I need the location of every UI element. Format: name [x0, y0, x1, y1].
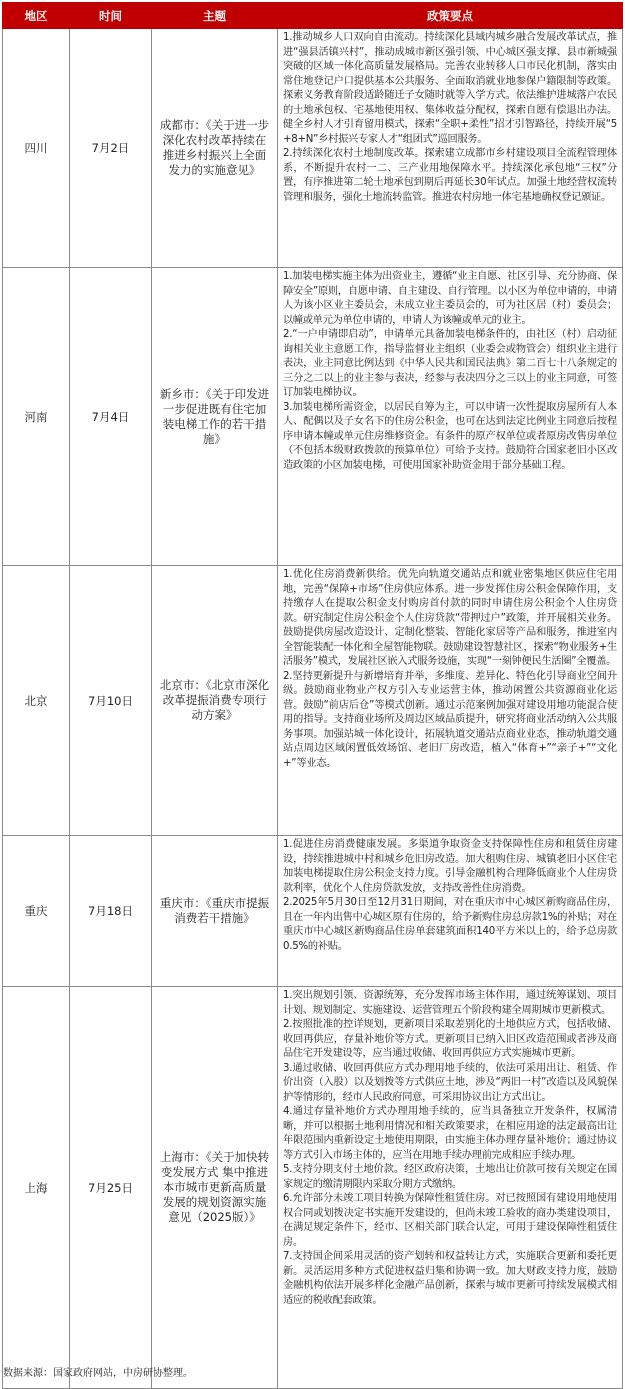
policy-point: 2.持续深化农村土地制度改革。探索建立成都市乡村建设项目全流程管理体系，不断提升农村一二、三产业用地保障水平。持续深化承包地“三权”分置，有序推进第二轮土地承包到期后再延长30年试点。加强土地经营权流转管理和服务，强化土地流转监管。推进农村房地一体宅基地确权登记颁证。 — [283, 148, 617, 203]
policy-table — [2, 2, 623, 1389]
table-header-row — [3, 3, 623, 29]
region-cell: 河南 — [3, 268, 70, 566]
policy-point: 5.支持分期支付土地价款。经区政府决策，土地出让价款可按有关规定在国家规定的缴清期限内采取分期方式缴纳。 — [283, 1164, 617, 1190]
policy-points-cell — [278, 268, 623, 566]
table-row — [3, 268, 623, 566]
policy-point: 1.加装电梯实施主体为出资业主，遵循“业主自愿、社区引导、充分协商、保障安全”原则，自愿申请、自主建设、自行管理。以小区为单位申请的，申请人为该小区业主委员会，未成立业主委员会的，可为社区居（村）委员会；以幢或单元为单位申请的，申请人为该幢或单元的业主。 — [283, 271, 617, 326]
policy-point: 1.推动城乡人口双向自由流动。持续深化县域内城乡融合发展改革试点，推进“强县活镇兴村”，推动成城市新区强引领、中心城区强支撑、县市新城强突破的区域一体化高质量发展格局。完善农业转移人口市民化机制，落实由常住地登记户口提供基本公共服务、全面取消就业地参保户籍限制等政策。探索义务教育阶段适龄随迁子女随时就等入学方式。依法维护进城落户农民的土地承包权、宅基地使用权、集体收益分配权，探索自愿有偿退出办法。健全乡村人才引育留用模式，探索“全职+柔性”招才引智路径，持续开展“5+8+N”乡村振兴专家人才“组团式”巡回服务。 — [283, 32, 617, 145]
table-row — [3, 987, 623, 1389]
data-source-note: 数据来源：国家政府网站，中房研协整理。 — [3, 1368, 193, 1379]
table-row — [3, 566, 623, 836]
policy-point: 1.促进住房消费健康发展。多渠道争取资金支持保障性住房和租赁住房建设，持续推进城中村和城乡危旧房改造。加大租购住房、城镇老旧小区住宅加装电梯提取住房公积金支持力度。引导金融机构合理降低商业个人住房贷款利率，优化个人住房贷款发放，支持改善性住房消费。 — [283, 839, 617, 894]
policy-point: 4.通过存量补地价方式办理用地手续的，应当具备独立开发条件，权属清晰，并可以根据土地利用情况和相关政策要求，在相应用途的法定最高出让年限范围内重新设定土地使用期限，由实施主体办理存量补地价；通过协议等方式引入市场主体的，应当在用地手续办理前完成相应手续办理。 — [283, 1106, 617, 1161]
policy-points-cell — [278, 836, 623, 987]
header-title: 主题 — [152, 3, 278, 29]
policy-point: 1.突出规划引领、资源统筹，充分发挥市场主体作用，通过统筹谋划、项目计划、规划制定、实施建设、运营管理五个阶段构建全周期城市更新模式。 — [283, 990, 617, 1016]
policy-point: 2.按照批准的控详规划，更新项目采取差别化的土地供应方式，包括收储、收回再供应，存量补地价等方式。更新项目已纳入旧区改造范围或者涉及商品住宅开发建设等，应当通过收储、收回再供应方式实施城市更新。 — [283, 1019, 617, 1059]
date-cell: 7月10日 — [70, 566, 152, 836]
policy-point: 2.2025年5月30日至12月31日期间，对在重庆市中心城区新购商品住房，且在一年内出售中心城区原有住房的，给予新购住房总房款1%的补贴；对在重庆市中心城区新购商品住房单套建筑面积140平方米以上的，给予总房款0.5%的补贴。 — [283, 897, 617, 952]
policy-points-cell — [278, 987, 623, 1389]
document-title-cell: 新乡市：《关于印发进一步促进既有住宅加装电梯工作的若干措施》 — [152, 268, 278, 566]
policy-points-cell — [278, 29, 623, 268]
document-title-cell: 重庆市：《重庆市提振消费若干措施》 — [152, 836, 278, 987]
table-row — [3, 836, 623, 987]
policy-point: 2.坚持更新提升与新增培育并举，多维度、差异化、特色化引导商业空间升级。鼓励商业物业产权方引入专业运营主体，推动闲置公共资源商业化运营。鼓励“前店后仓”等模式创新。通过示范案例加强对建设用地功能混合使用的指导。支持商业场所及周边区域品质提升，研究将商业活动纳入公共服务事项。加强站城一体化设计，拓展轨道交通站点商业业态，推动轨道交通站点周边区域闲置低效场馆、老旧厂房改造，植入“体育+”“亲子+”“文化+”等业态。 — [283, 670, 617, 769]
policy-point: 3.加装电梯所需资金，以居民自筹为主，可以申请一次性提取房屋所有人本人、配偶以及子女名下的住房公积金，也可在达到法定比例业主同意后按程序申请本幢或单元住房维修资金。有条件的原产权单位或者原房改售房单位（不包括本级财政拨款的预算单位）可给予支持。鼓励符合国家老旧小区改造政策的小区加装电梯，可使用国家补助资金用于部分基础工程。 — [283, 401, 617, 471]
document-title-cell: 北京市：《北京市深化改革提振消费专项行动方案》 — [152, 566, 278, 836]
header-date: 时间 — [70, 3, 152, 29]
date-cell: 7月2日 — [70, 29, 152, 268]
policy-point: 3.通过收储、收回再供应方式办理用地手续的，依法可采用出让、租赁、作价出资（入股）以及划拨等方式供应土地，涉及“两旧一村”改造以及风貌保护等情形的，经市人民政府同意，可采用协议出让方式出让。 — [283, 1062, 617, 1103]
table-row — [3, 29, 623, 268]
region-cell: 四川 — [3, 29, 70, 268]
date-cell: 7月4日 — [70, 268, 152, 566]
policy-points-cell — [278, 566, 623, 836]
policy-point: 6.允许部分未竣工项目转换为保障性租赁住房。对已按照国有建设用地使用权合同或划拨决定书实施开发建设的，但尚未竣工验收的商办类建设项目，在满足规定条件下，经市、区相关部门联合认定，可用于建设保障性租赁住房。 — [283, 1193, 617, 1248]
document-title-cell: 上海市：《关于加快转变发展方式 集中推进本市城市更新高质量发展的规划资源实施意见（2025版）》 — [152, 987, 278, 1389]
region-cell: 上海 — [3, 987, 70, 1389]
date-cell: 7月25日 — [70, 987, 152, 1389]
header-policy-points: 政策要点 — [278, 3, 623, 29]
policy-point: 2.“一户申请即启动”，申请单元具备加装电梯条件的，由社区（村）启动征询相关业主意愿工作，指导监督业主组织（业委会或物管会）组织业主进行表决，业主同意比例达到《中华人民共和国民法典》第二百七十八条规定的三分之二以上的业主参与表决，经参与表决四分之三以上的业主同意，可签订加装电梯协议。 — [283, 329, 617, 398]
date-cell: 7月18日 — [70, 836, 152, 987]
region-cell: 重庆 — [3, 836, 70, 987]
region-cell: 北京 — [3, 566, 70, 836]
policy-point: 1.优化住房消费新供给。优先向轨道交通站点和就业密集地区供应住宅用地，完善“保障+市场”住房供应体系。进一步发挥住房公积金保障作用，支持缴存人在提取公积金支付购房首付款的同时申请住房公积金个人住房贷款。研究制定住房公积金个人住房贷款“带押过户”政策，并开展相关业务。鼓励提供房屋改造设计、定制化整装、智能化家居等产品和服务，推进室内全智能装配一体化和全屋智能物联。鼓励建设智慧社区，探索“物业服务+生活服务”模式，发展社区嵌入式服务设施，实现“一刻钟便民生活圈”全覆盖。 — [283, 569, 617, 667]
policy-point: 7.支持国企间采用灵活的资产划转和权益转让方式，实施联合更新和委托更新。灵活运用多种方式促进权益归集和协调一致。加大财政支持力度，鼓励金融机构依法开展多样化金融产品创新，探索与城市更新可持续发展模式相适应的税收配套政策。 — [283, 1251, 617, 1306]
header-region: 地区 — [3, 3, 70, 29]
document-title-cell: 成都市：《关于进一步深化农村改革持续在推进乡村振兴上全面发力的实施意见》 — [152, 29, 278, 268]
